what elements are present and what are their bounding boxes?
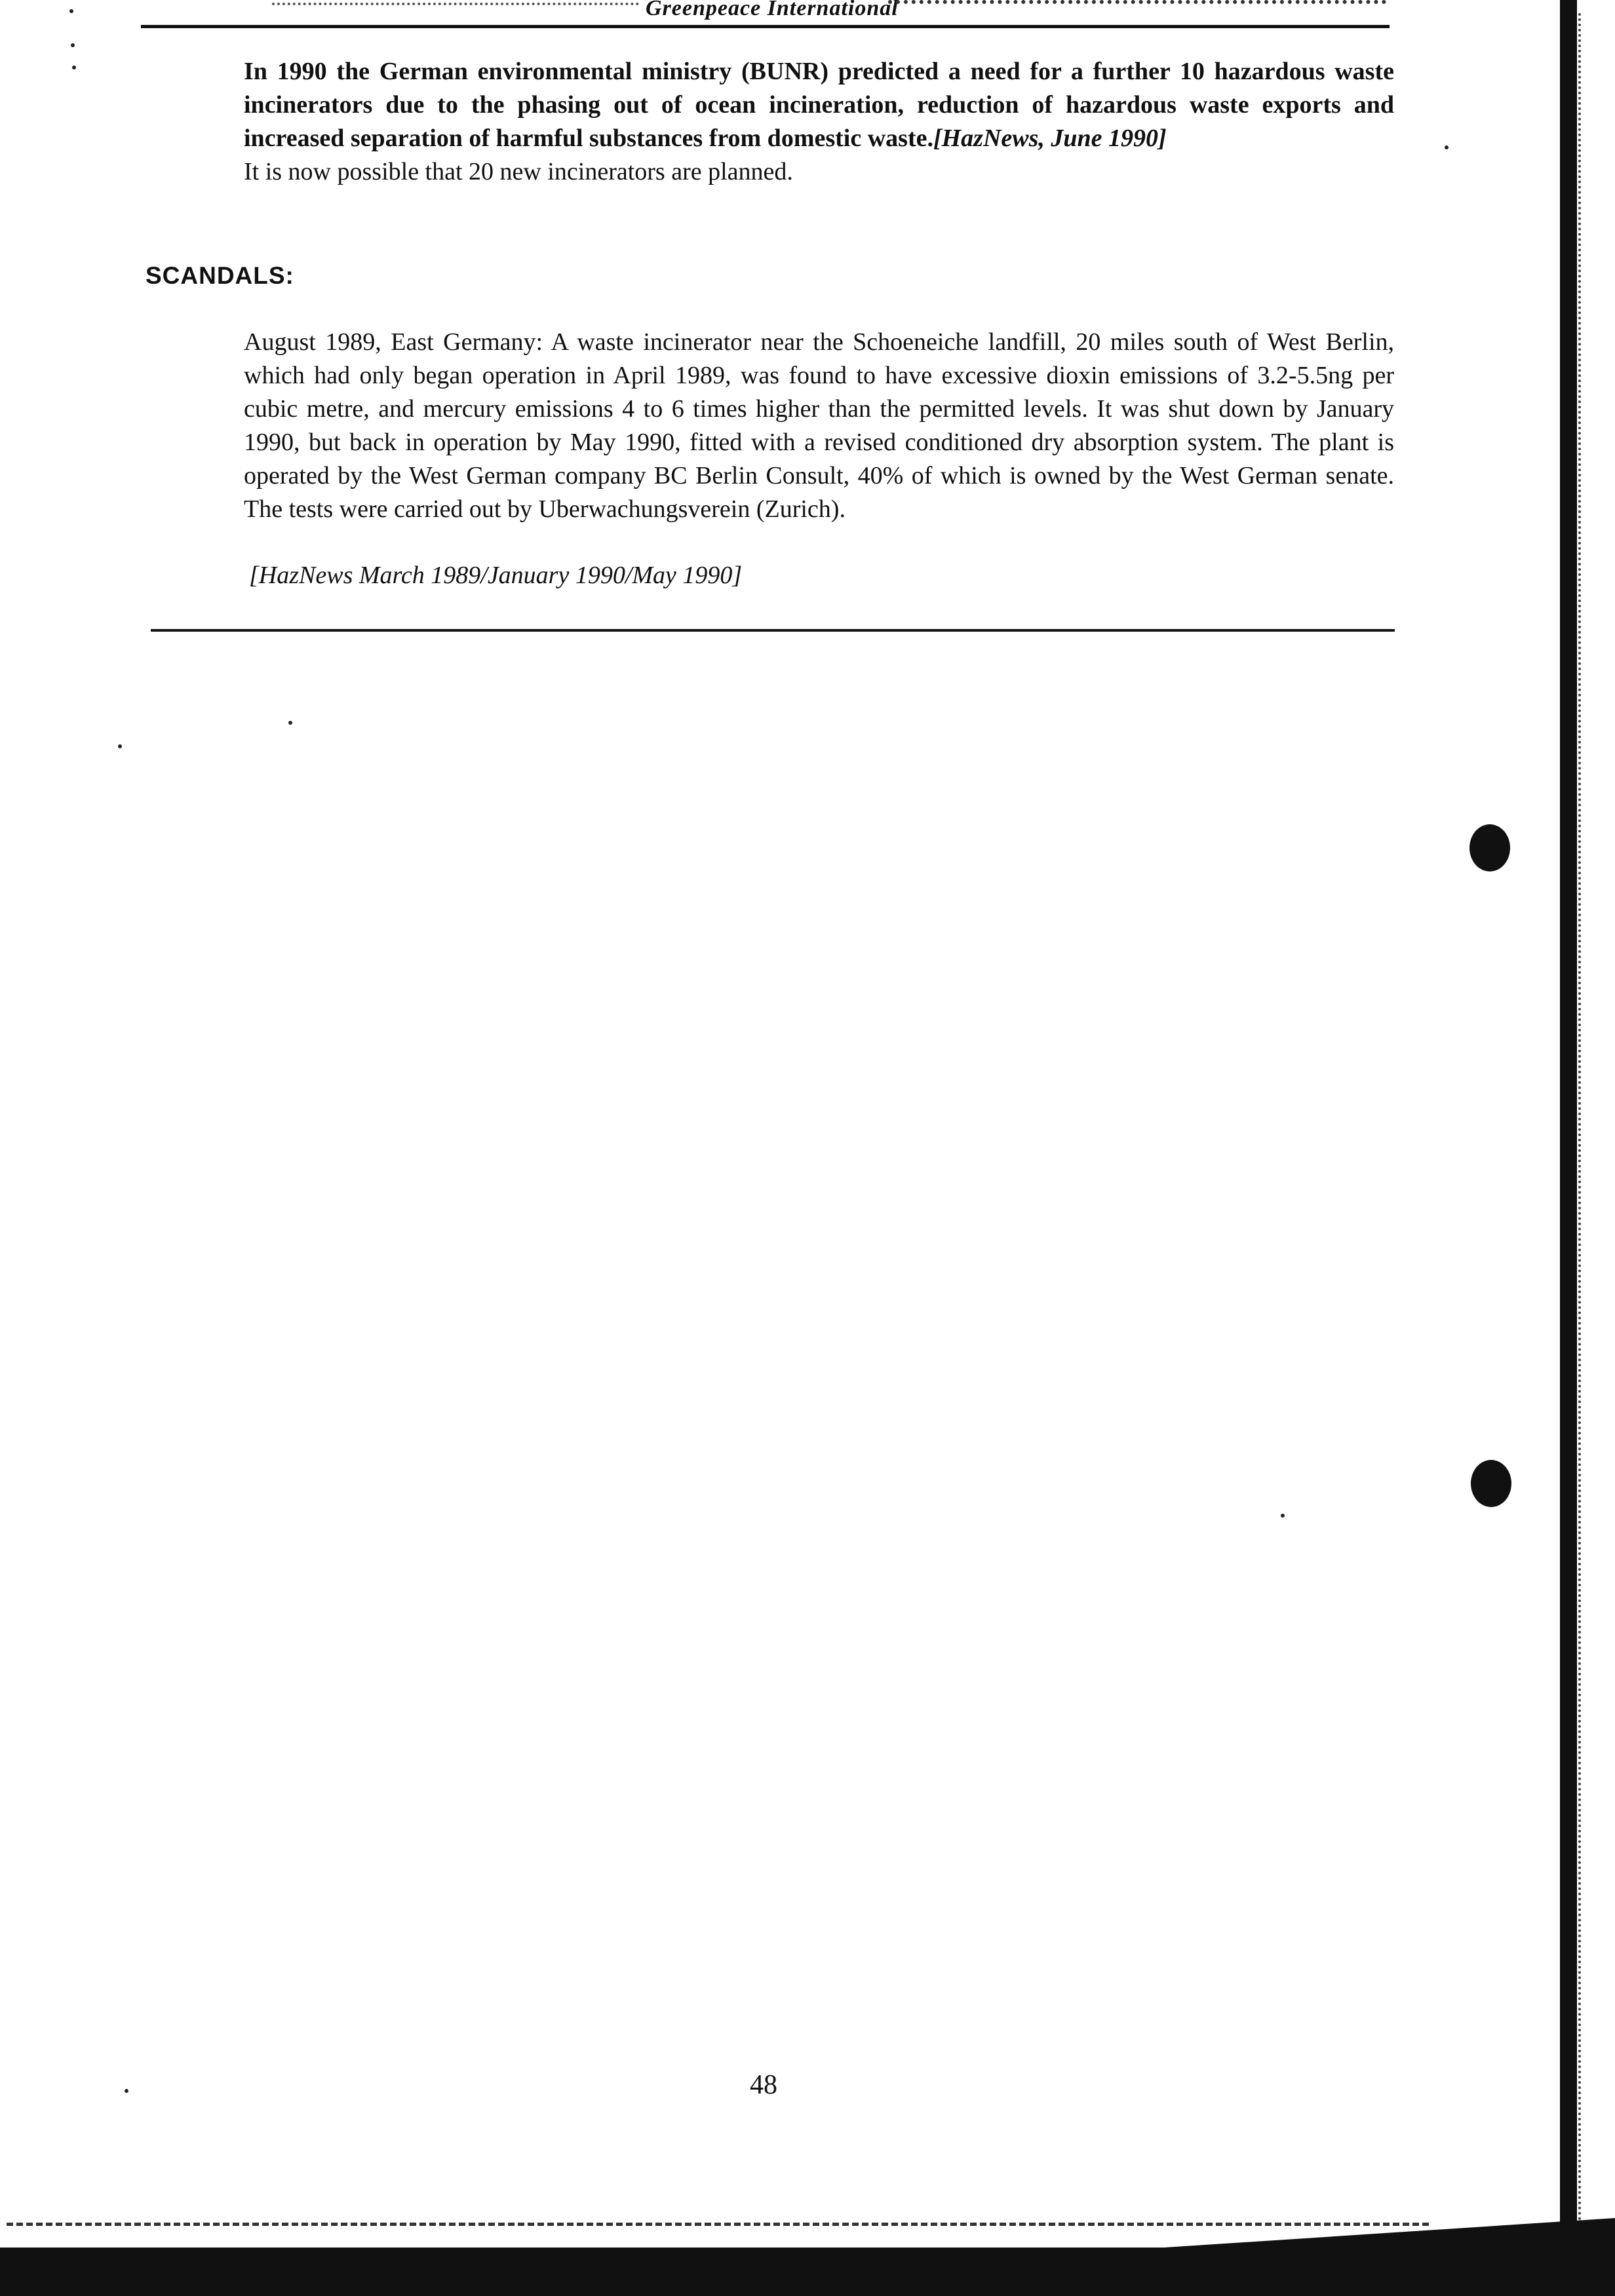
page-number: 48: [750, 2070, 777, 2100]
header-scan-noise-right: [888, 0, 1386, 8]
scan-speck: [1281, 1514, 1285, 1518]
scandal-paragraph: August 1989, East Germany: A waste incinerator near the Schoeneiche landfill, 20 miles south of West Berlin, which had only began operation in April 1989, was found to have excessive dioxin emissions of 3.2-5.5ng per cubic metre, and mercury emissions 4 to 6 times higher than the permitted levels. It was shut down by January 1990, but back in operation by May 1990, fitted with a revised conditioned dry absorption system. The plant is operated by the West German company BC Berlin Consult, 40% of which is owned by the West German senate. The tests were carried out by Uberwachungsverein (Zurich).: [244, 328, 1394, 523]
scandal-citation: [HazNews March 1989/January 1990/May 1990]: [249, 562, 743, 589]
scan-speck: [69, 9, 73, 13]
scan-speck: [1445, 145, 1449, 149]
scan-speck: [125, 2089, 128, 2093]
section-heading-scandals: SCANDALS:: [146, 262, 294, 289]
punch-hole-upper: [1469, 824, 1510, 871]
intro-paragraph: [244, 55, 1394, 189]
intro-citation: [HazNews, June 1990]: [933, 124, 1167, 152]
section-divider: [151, 629, 1395, 632]
binding-edge: [1560, 0, 1577, 2241]
scan-speck: [118, 744, 122, 748]
page-header: [141, 0, 1390, 28]
intro-text: In 1990 the German environmental ministry (BUNR) predicted a need for a further 10 hazardous waste incinerators due to the phasing out of ocean incineration, reduction of hazardous waste exports and increased separation of harmful substances from domestic waste.: [244, 58, 1394, 152]
bottom-scan-noise: [7, 2223, 1429, 2230]
scan-speck: [288, 721, 292, 725]
scan-speck: [72, 66, 76, 69]
punch-hole-lower: [1471, 1460, 1511, 1507]
intro-follow-text: It is now possible that 20 new incinerators are planned.: [244, 158, 793, 185]
scan-speck: [71, 43, 75, 47]
bottom-scan-shadow: [0, 2248, 1615, 2296]
header-scan-noise-left: [272, 3, 639, 9]
header-brand: Greenpeace International: [646, 0, 899, 20]
binding-scan-noise: [1578, 13, 1601, 2228]
